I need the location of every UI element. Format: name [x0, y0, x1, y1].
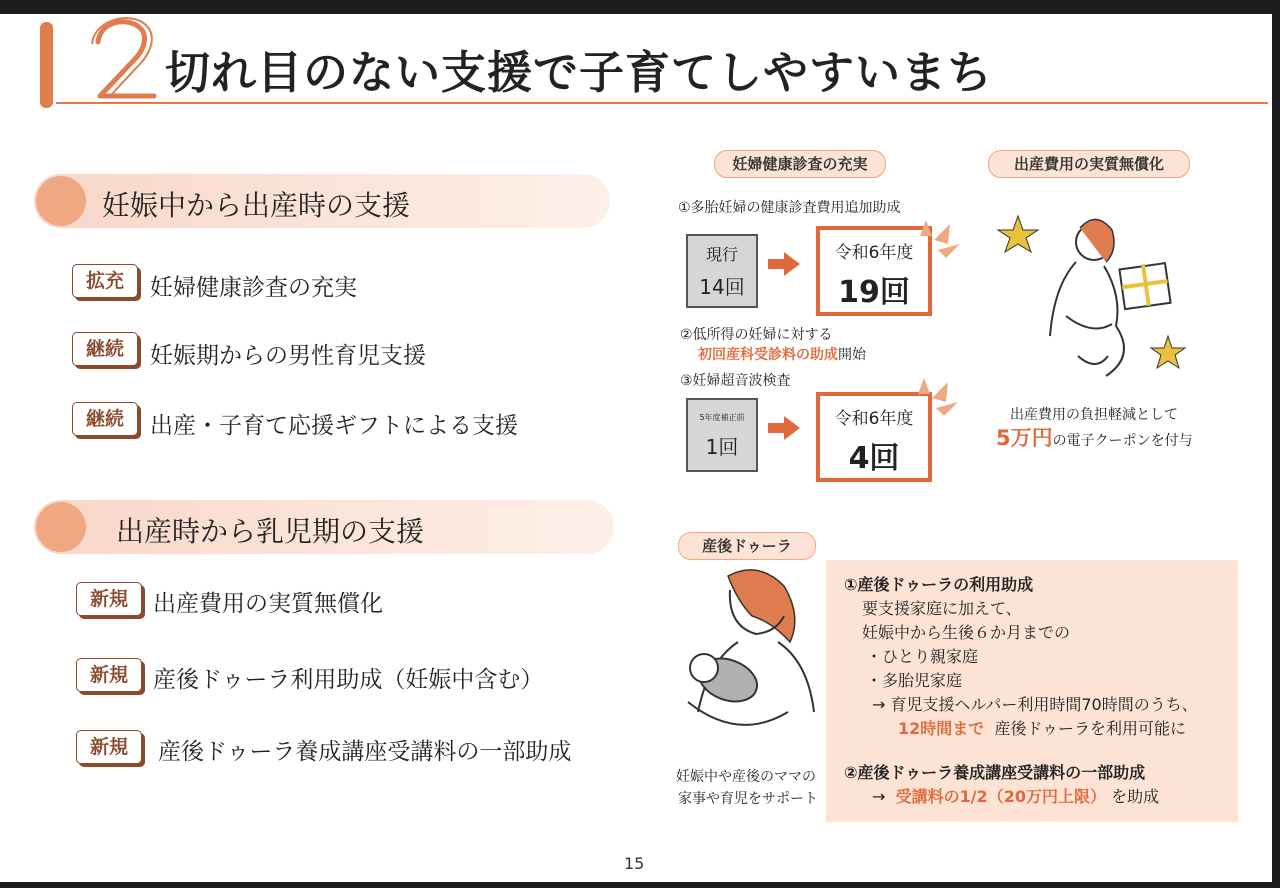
tag-badge: 新規 — [76, 658, 142, 692]
section-title: 妊娠中から出産時の支援 — [102, 189, 411, 222]
tag-badge: 拡充 — [72, 264, 138, 298]
doula-line — [898, 716, 1186, 739]
tag-badge: 新規 — [76, 730, 142, 764]
amount-highlight: 5万円 — [996, 426, 1053, 450]
support-item: 出産費用の実質無償化 — [153, 591, 383, 617]
before-label: 現行 — [705, 245, 738, 264]
birth-cost-label: 出産費用の実質無償化 — [988, 150, 1190, 178]
before-value: 1回 — [705, 435, 739, 459]
pill-dot — [36, 176, 86, 226]
burst-lines-icon — [914, 376, 960, 416]
birth-cost-line2 — [996, 422, 1193, 452]
suffix-text: 開始 — [838, 347, 866, 363]
support-item: 出産・子育て応援ギフトによる支援 — [150, 413, 518, 439]
checkup-item-1: ①多胎妊婦の健康診査費用追加助成 — [678, 200, 901, 216]
checkup-item-3: ③妊婦超音波検査 — [680, 373, 791, 389]
doula-line-rest: を助成 — [1111, 787, 1160, 806]
support-item: 妊娠期からの男性育児支援 — [150, 343, 426, 369]
document-page — [0, 14, 1272, 882]
support-item: 産後ドゥーラ利用助成（妊娠中含む） — [153, 667, 544, 693]
header-underline — [56, 102, 1268, 104]
doula-line — [872, 784, 1159, 807]
after-value: 4回 — [848, 441, 900, 476]
doula-line: 妊娠中から生後６か月までの — [862, 623, 1071, 642]
before-box — [686, 398, 758, 472]
support-item: 妊婦健康診査の充実 — [150, 275, 357, 301]
pill-dot — [36, 502, 86, 552]
birth-cost-line1: 出産費用の負担軽減として — [1010, 407, 1178, 423]
before-label: 5年度補正前 — [699, 413, 745, 422]
doula-label: 産後ドゥーラ — [678, 532, 816, 560]
section-pill-pregnancy — [34, 174, 610, 228]
arrow-right-icon — [768, 252, 800, 276]
arrow-right-icon — [768, 416, 800, 440]
section-title: 出産時から乳児期の支援 — [116, 515, 425, 548]
section-number-graphic — [84, 14, 164, 106]
header-accent-bar — [40, 22, 53, 108]
doula-heading-2: ②産後ドゥーラ養成講座受講料の一部助成 — [844, 763, 1146, 782]
pregnant-woman-illustration — [996, 206, 1196, 396]
coupon-text: の電子クーポンを付与 — [1052, 433, 1193, 449]
checkup-item-2: ②低所得の妊婦に対する — [680, 327, 833, 343]
page-number: 15 — [624, 854, 645, 873]
burst-lines-icon — [916, 218, 962, 258]
before-value: 14回 — [699, 275, 745, 299]
page-title: 切れ目のない支援で子育てしやすいまち — [165, 46, 994, 99]
after-label: 令和6年度 — [834, 243, 914, 263]
doula-caption-2: 家事や育児をサポート — [678, 791, 818, 807]
doula-caption-1: 妊娠中や産後のママの — [676, 769, 816, 785]
after-value: 19回 — [838, 275, 910, 310]
doula-line-rest: 産後ドゥーラを利用可能に — [994, 719, 1187, 738]
arrow-text: → — [872, 787, 886, 806]
before-box — [686, 234, 758, 308]
tag-badge: 継続 — [72, 332, 138, 366]
tag-badge: 新規 — [76, 582, 142, 616]
highlight-text: 初回産科受診料の助成 — [698, 347, 838, 363]
checkup-item-2-line2 — [698, 344, 866, 364]
support-item: 産後ドゥーラ養成講座受講料の一部助成 — [158, 739, 572, 765]
tag-badge: 継続 — [72, 402, 138, 436]
checkup-label: 妊婦健康診査の充実 — [714, 150, 886, 178]
section-pill-postpartum — [34, 500, 614, 554]
doula-line: ・ひとり親家庭 — [866, 647, 979, 666]
doula-line: ・多胎児家庭 — [866, 671, 963, 690]
after-label: 令和6年度 — [834, 409, 914, 429]
fee-highlight: 受講料の1/2（20万円上限） — [895, 787, 1106, 806]
hours-highlight: 12時間まで — [898, 719, 985, 738]
after-box — [816, 226, 932, 316]
doula-line: 要支援家庭に加えて、 — [862, 599, 1022, 618]
doula-line: → 育児支援ヘルパー利用時間70時間のうち、 — [872, 695, 1198, 714]
mother-baby-illustration — [668, 562, 828, 762]
doula-details-panel — [826, 560, 1238, 822]
doula-heading-1: ①産後ドゥーラの利用助成 — [844, 575, 1034, 594]
